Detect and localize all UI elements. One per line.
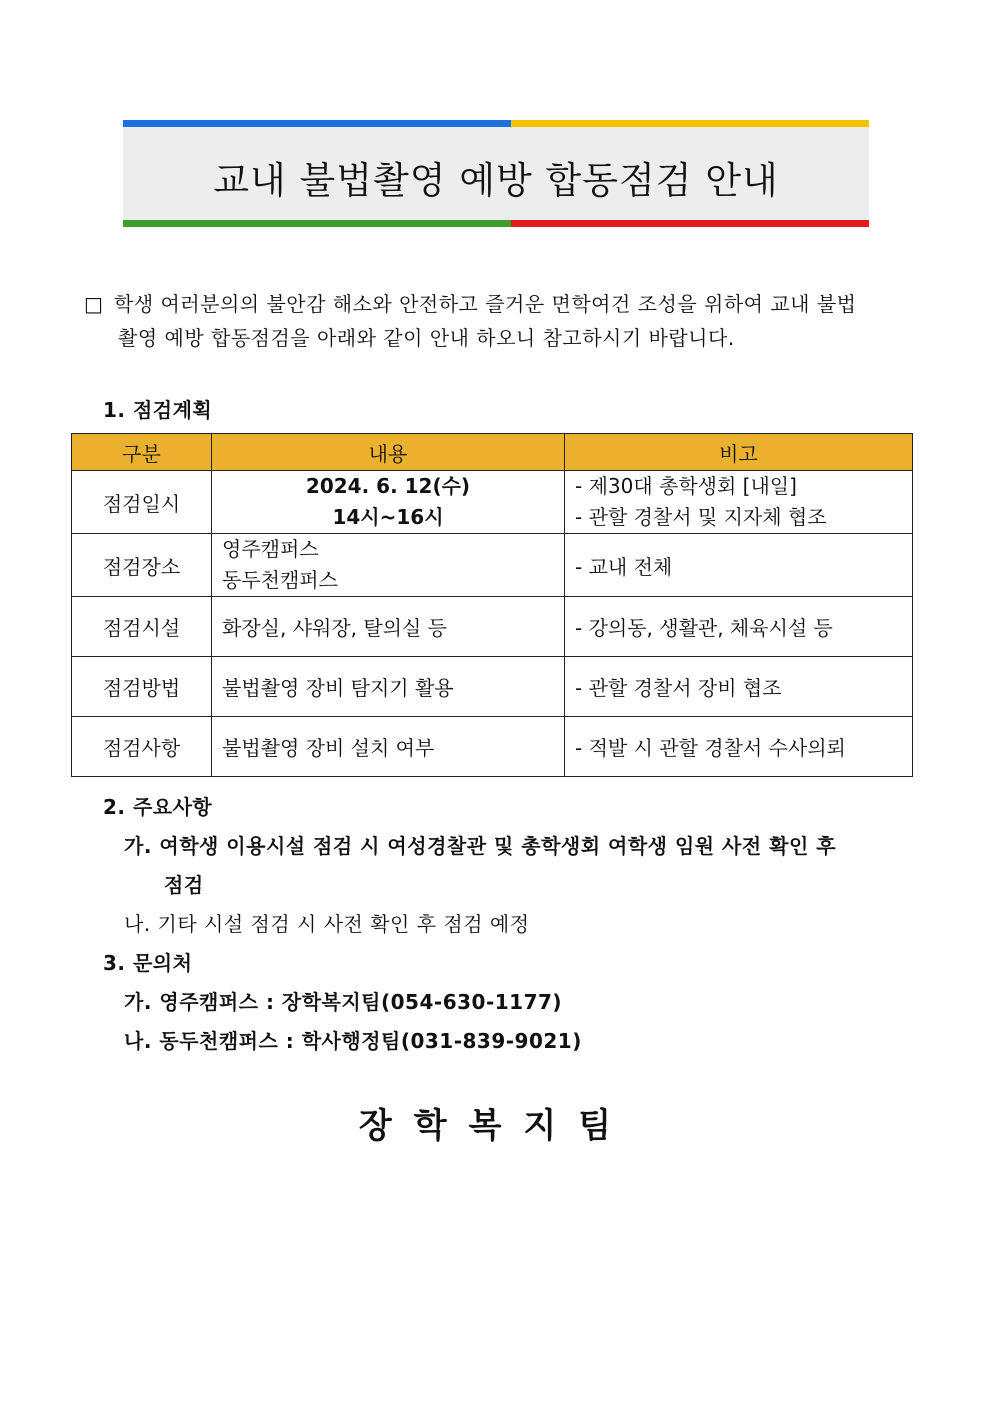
note-line: - 제30대 총학생회 [내일] — [575, 474, 797, 498]
section2-item-b: 나. 기타 시설 점검 시 사전 확인 후 점검 예정 — [124, 912, 530, 936]
intro-line-1: 학생 여러분의의 불안감 해소와 안전하고 즐거운 면학여건 조성을 위하여 교내 불법 — [114, 292, 857, 316]
section2-item-a-line1: 가. 여학생 이용시설 점검 시 여성경찰관 및 총학생회 여학생 임원 사전 확인 후 — [124, 834, 837, 858]
table-row — [72, 597, 913, 657]
row-label: 점검사항 — [72, 717, 212, 777]
section1-heading: 1. 점검계획 — [103, 398, 213, 422]
row-label: 점검일시 — [72, 471, 212, 534]
row-note: - 교내 전체 — [565, 534, 913, 597]
inspection-plan-table — [71, 433, 913, 777]
table-row — [72, 657, 913, 717]
row-note — [565, 471, 913, 534]
contact-yeongju: 가. 영주캠퍼스 : 장학복지팀(054-630-1177) — [124, 990, 563, 1014]
title-top-bar — [123, 120, 869, 127]
row-note: - 관할 경찰서 장비 협조 — [565, 657, 913, 717]
page-title: 교내 불법촬영 예방 합동점검 안내 — [213, 159, 779, 202]
note-line: - 관할 경찰서 및 지자체 협조 — [575, 505, 827, 529]
content-line: 동두천캠퍼스 — [222, 568, 338, 592]
row-label: 점검방법 — [72, 657, 212, 717]
table-row — [72, 717, 913, 777]
row-note: - 강의동, 생활관, 체육시설 등 — [565, 597, 913, 657]
row-content — [212, 471, 565, 534]
row-content: 불법촬영 장비 탐지기 활용 — [212, 657, 565, 717]
contact-dongducheon: 나. 동두천캠퍼스 : 학사행정팀(031-839-9021) — [124, 1029, 582, 1053]
content-line: 2024. 6. 12(수) — [305, 474, 471, 498]
checkbox-bullet-icon: □ — [84, 292, 104, 316]
table-row — [72, 471, 913, 534]
row-content: 불법촬영 장비 설치 여부 — [212, 717, 565, 777]
row-label: 점검시설 — [72, 597, 212, 657]
row-note: - 적발 시 관할 경찰서 수사의뢰 — [565, 717, 913, 777]
signature: 장학복지팀 — [358, 1106, 634, 1146]
column-header: 비고 — [565, 434, 913, 471]
table-header-row — [72, 434, 913, 471]
content-line: 영주캠퍼스 — [222, 537, 319, 561]
title-bottom-bar — [123, 220, 869, 227]
section2-item-a-line2: 점검 — [164, 873, 204, 897]
row-content — [212, 534, 565, 597]
section3-heading: 3. 문의처 — [103, 951, 193, 975]
table-row — [72, 534, 913, 597]
row-label: 점검장소 — [72, 534, 212, 597]
row-content: 화장실, 샤워장, 탈의실 등 — [212, 597, 565, 657]
content-line: 14시~16시 — [332, 505, 444, 529]
column-header: 내용 — [212, 434, 565, 471]
column-header: 구분 — [72, 434, 212, 471]
title-banner — [123, 120, 869, 227]
section2-heading: 2. 주요사항 — [103, 795, 213, 819]
intro-line-2: 촬영 예방 합동점검을 아래와 같이 안내 하오니 참고하시기 바랍니다. — [118, 326, 735, 350]
